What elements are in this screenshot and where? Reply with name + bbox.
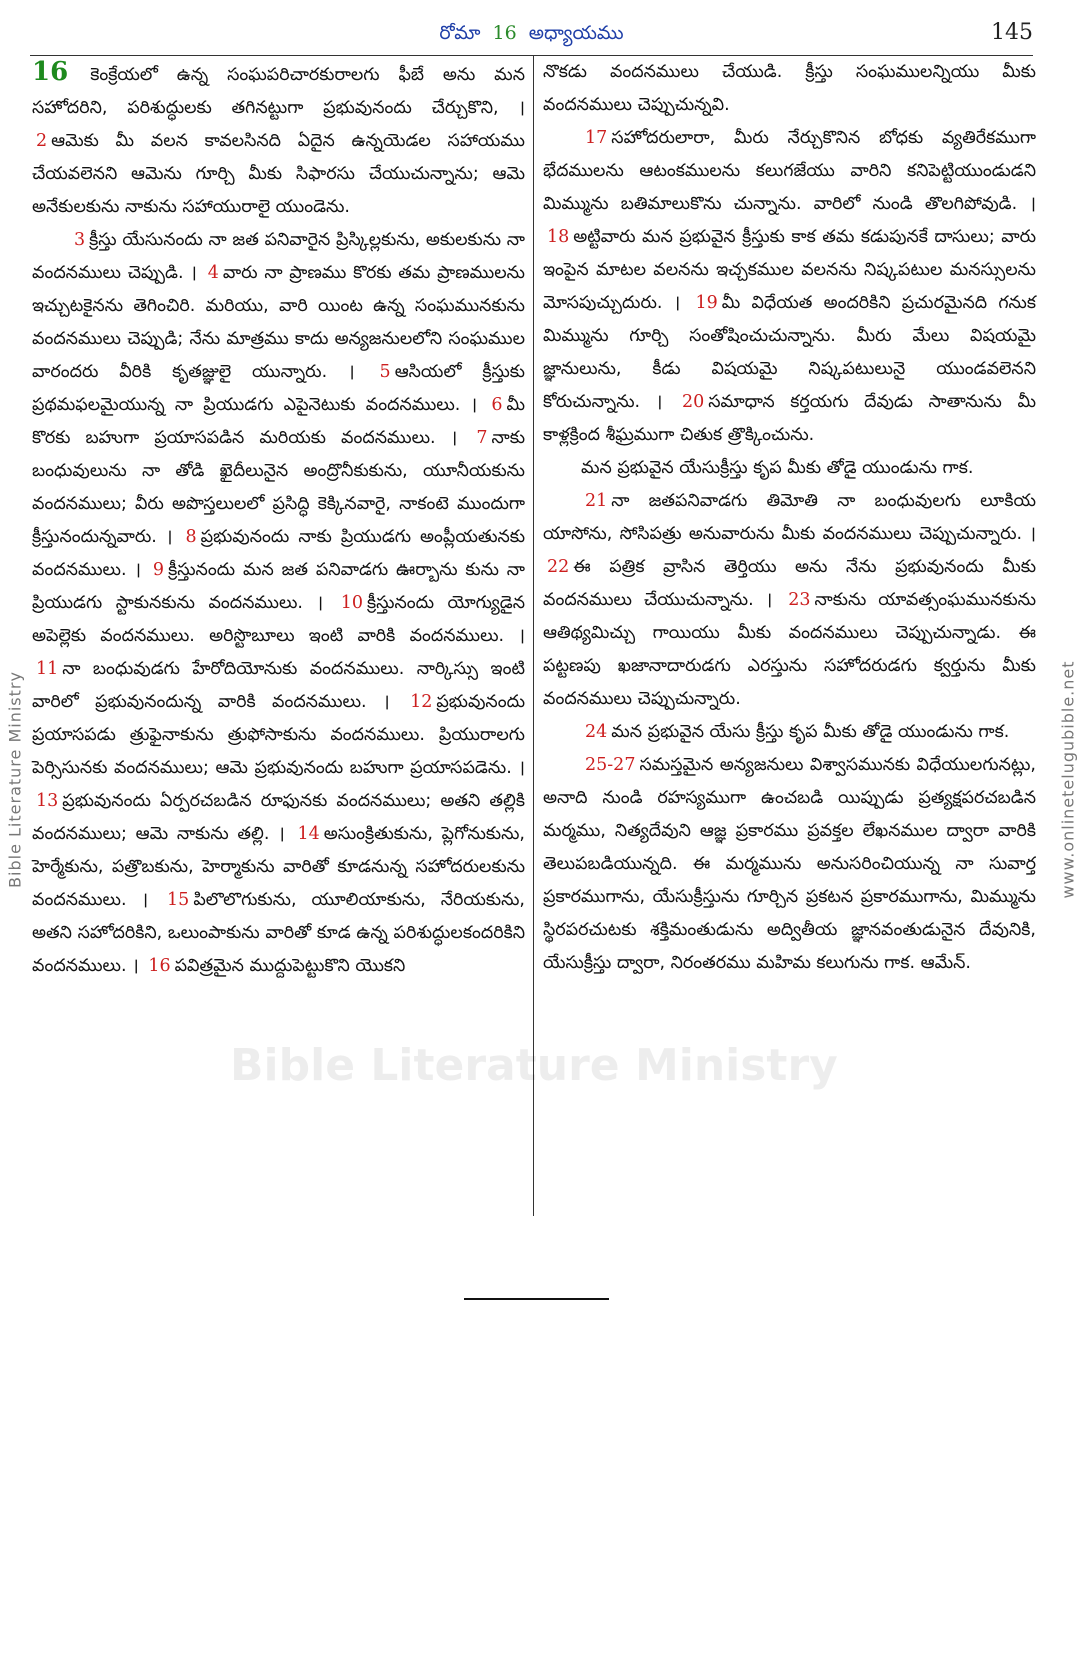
- verse-text: నాకు బంధువులును నా తోడి ఖైదీలునైన అంద్రొనీకుకును, యూనీయకును వందనములు; వీరు అపొస్తలులలో ప్రసిద్ధి కెక్కినవారై, నాకంటె ముందుగా క్రీస్తునందున్నవారు. ।: [32, 428, 525, 547]
- verse-text: అసుంక్రితుకును, ప్లెగోనుకును, హెర్మేకును, పత్రొబకును, హెర్మాకును వారితో కూడనున్న సహోదరులకును వందనములు. ।: [32, 824, 525, 910]
- verse-number: 3: [74, 230, 86, 250]
- verse-number: 20: [681, 392, 705, 412]
- verse-text: ప్రభువునందు ప్రయాసపడు త్రుఫైనాకును త్రుఫోసాకును వందనములు. ప్రియురాలగు పెర్సిసునకు వందనములు; ఆమె ప్రభువునందు బహుగా ప్రయాసపడెను. ।: [32, 692, 525, 778]
- verse-number: 2: [36, 131, 48, 151]
- verse-text: సహోదరులారా, మీరు నేర్చుకొనిన బోధకు వ్యతిరేకముగా భేదములను ఆటంకములను కలుగజేయు వారిని కనిపెట్టియుండుడని మిమ్మును బతిమాలుకొను చున్నాను. వారిలో నుండి తొలగిపోవుడి. ।: [543, 128, 1036, 214]
- book-name: రోమా: [439, 22, 481, 44]
- verse-number: 8: [185, 527, 197, 547]
- verse-number: 12: [410, 692, 433, 712]
- paragraph: [543, 56, 1036, 122]
- verse-number: 5: [379, 362, 391, 382]
- paragraph: [543, 716, 1036, 749]
- verse-number: 10: [340, 593, 363, 613]
- verse-number: 24: [585, 722, 608, 742]
- verse-number: 17: [585, 128, 608, 148]
- verse-number: 23: [788, 590, 811, 610]
- verse-text: మీ విధేయత అందరికిని ప్రచురమైనది గనుక మిమ్మును గూర్చి సంతోషించుచున్నాను. మీరు మేలు విషయమై జ్ఞానులును, కీడు విషయమై నిష్కపటులునై యుండవలెనని కోరుచున్నాను. ।: [543, 293, 1036, 412]
- verse-number: 16: [148, 956, 171, 976]
- verse-number: 21: [585, 491, 608, 511]
- verse-text: ప్రభువునందు నాకు ప్రియుడగు అంప్లీయతునకు వందనములు. ।: [32, 527, 525, 580]
- paragraph: [543, 485, 1036, 716]
- verse-number: 13: [36, 791, 59, 811]
- paragraph: [32, 56, 525, 224]
- watermark-left: Bible Literature Ministry: [5, 671, 25, 888]
- chapter-mark: 16: [32, 57, 69, 87]
- verse-text: ప్రభువునందు ఏర్పరచబడిన రూఫునకు వందనములు; అతని తల్లికి వందనములు; ఆమె నాకును తల్లి. ।: [32, 791, 525, 844]
- verse-number: 11: [36, 659, 59, 679]
- paragraph: [543, 122, 1036, 452]
- verse-text: పవిత్రమైన ముద్దుపెట్టుకొని యొకని: [174, 956, 406, 976]
- verse-number: 19: [695, 293, 718, 313]
- verse-text: ఈ పత్రిక వ్రాసిన తెర్తియు అను నేను ప్రభువునందు మీకు వందనములు చేయుచున్నాను. ।: [543, 557, 1036, 610]
- running-header: [0, 18, 1063, 58]
- verse-number: 4: [207, 263, 219, 283]
- verse-text: నొకడు వందనములు చేయుడి. క్రీస్తు సంఘములన్నియు మీకు వందనములు చెప్పుచున్నవి.: [543, 62, 1036, 115]
- page-title: [0, 22, 1063, 49]
- paragraph: [543, 452, 1036, 485]
- chapter-word: అధ్యాయము: [528, 22, 624, 44]
- verse-number: 9: [152, 560, 165, 580]
- end-of-chapter-rule: [464, 1298, 609, 1300]
- verse-text: కెంక్రేయలో ఉన్న సంఘపరిచారకురాలగు ఫీబే అను మన సహోదరిని, పరిశుద్ధులకు తగినట్టుగా ప్రభువునందు చేర్చుకొని, ।: [32, 65, 525, 118]
- verse-text: ఆసియలో క్రీస్తుకు ప్రథమఫలమైయున్న నా ప్రియుడగు ఎపైనెటుకు వందనములు. ।: [32, 362, 525, 415]
- verse-text: వారు నా ప్రాణము కొరకు తమ ప్రాణములను ఇచ్చుటకైనను తెగించిరి. మరియు, వారి యింట ఉన్న సంఘమునకును వందనములు చెప్పుడి; నేను మాత్రము కాదు అన్యజనులలోని సంఘముల వారందరు వీరికి కృతజ్ఞులై యున్నారు. ।: [32, 263, 525, 382]
- verse-text: సమాధాన కర్తయగు దేవుడు సాతానును మీ కాళ్లక్రింద శీఘ్రముగా చితుక త్రొక్కించును.: [543, 392, 1036, 445]
- verse-text: నా జతపనివాడగు తిమోతి నా బంధువులగు లూకియ యాసోను, సోసిపత్రు అనువారును మీకు వందనములు చెప్పుచున్నారు. ।: [543, 491, 1036, 544]
- watermark-right: www.onlinetelugubible.net: [1058, 660, 1078, 899]
- verse-text: అట్టివారు మన ప్రభువైన క్రీస్తుకు కాక తమ కడుపునకే దాసులు; వారు ఇంపైన మాటల వలనను ఇచ్చకముల వలనను నిష్కపటుల మనస్సులను మోసపుచ్చుదురు. ।: [543, 227, 1036, 313]
- watermark-center: Bible Literature Ministry: [230, 1040, 838, 1091]
- verse-text: క్రీస్తునందు యోగ్యుడైన అపెల్లెకు వందనములు. అరిస్టొబూలు ఇంటి వారికి వందనములు. ।: [32, 593, 525, 646]
- verse-number: 7: [476, 428, 488, 448]
- paragraph: [32, 224, 525, 983]
- verse-text: మన ప్రభువైన యేసు క్రీస్తు కృప మీకు తోడై యుండును గాక.: [611, 722, 1010, 742]
- verse-number: 25-27: [585, 755, 636, 775]
- verse-text: మీ కొరకు బహుగా ప్రయాసపడిన మరియకు వందనములు. ।: [32, 395, 525, 448]
- verse-number: 18: [547, 227, 570, 247]
- paragraph: [543, 749, 1036, 980]
- verse-text: నాకును యావత్సంఘమునకును ఆతిథ్యమిచ్చు గాయియు మీకు వందనములు చెప్పుచున్నాడు. ఈ పట్టణపు ఖజానాదారుడగు ఎరస్తును సహోదరుడగు క్వర్తును మీకు వందనములు చెప్పుచున్నారు.: [543, 590, 1037, 709]
- verse-text: పిలొలొగుకును, యూలియాకును, నేరియకును, అతని సహోదరికిని, ఒలుంపాకును వారితో కూడ ఉన్న పరిశుద్ధులకందరికిని వందనములు. ।: [32, 890, 525, 976]
- verse-text: నా బంధువుడగు హేరోదియోనుకు వందనములు. నార్కిస్సు ఇంటి వారిలో ప్రభువునందున్న వారికి వందనములు. ।: [32, 659, 525, 712]
- page-number: 145: [991, 20, 1033, 45]
- verse-text: మన ప్రభువైన యేసుక్రీస్తు కృప మీకు తోడై యుండును గాక.: [581, 458, 974, 478]
- right-column: [543, 56, 1036, 980]
- left-column: [32, 56, 525, 983]
- verse-text: క్రీస్తు యేసునందు నా జత పనివారైన ప్రిస్కిల్లకును, అకులకును నా వందనములు చెప్పుడి. ।: [32, 230, 525, 283]
- verse-text: క్రీస్తునందు మన జత పనివాడగు ఊర్బాను కును నా ప్రియుడగు స్టాకునకును వందనములు. ।: [32, 560, 525, 613]
- verse-text: ఆమెకు మీ వలన కావలసినది ఏదైన ఉన్నయెడల సహాయము చేయవలెనని ఆమెను గూర్చి మీకు సిఫారసు చేయుచున్నాను; ఆమె అనేకులకును నాకును సహాయురాలై యుండెను.: [32, 131, 525, 217]
- verse-number: 22: [547, 557, 570, 577]
- chapter-number: 16: [492, 22, 517, 44]
- verse-number: 15: [167, 890, 190, 910]
- verse-number: 6: [491, 395, 503, 415]
- verse-number: 14: [297, 824, 320, 844]
- verse-text: సమస్తమైన అన్యజనులు విశ్వాసమునకు విధేయులగునట్లు, అనాది నుండి రహస్యముగా ఉంచబడి యిప్పుడు ప్రత్యక్షపరచబడిన మర్మము, నిత్యదేవుని ఆజ్ఞ ప్రకారము ప్రవక్తల లేఖనముల ద్వారా వారికి తెలుపబడియున్నది. ఈ మర్మమును అనుసరించియున్న నా సువార్త ప్రకారముగాను, యేసుక్రీస్తును గూర్చిన ప్రకటన ప్రకారముగాను, మిమ్మును స్థిరపరచుటకు శక్తిమంతుడును అద్వితీయ జ్ఞానవంతుడునైన దేవునికి, యేసుక్రీస్తు ద్వారా, నిరంతరము మహిమ కలుగును గాక. ఆమేన్.: [543, 755, 1036, 973]
